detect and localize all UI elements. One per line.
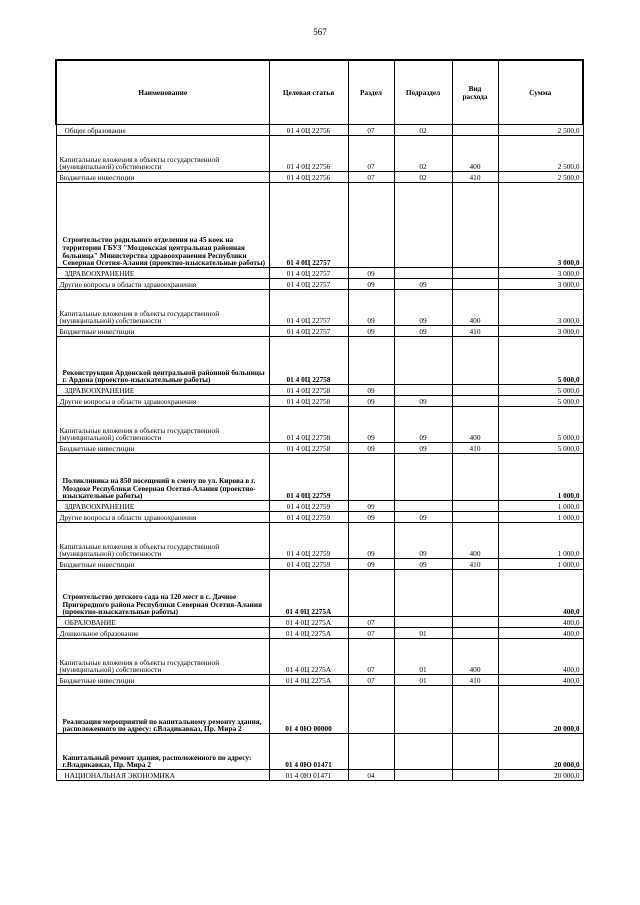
row-subsection: 01 xyxy=(394,675,452,686)
row-sum: 5 000,0 xyxy=(498,443,583,454)
row-section xyxy=(348,734,394,770)
row-expense-type: 400 xyxy=(452,523,498,559)
row-sum: 1 000,0 xyxy=(498,512,583,523)
row-subsection: 09 xyxy=(394,559,452,570)
row-name: Бюджетные инвестиции xyxy=(56,326,269,337)
table-row xyxy=(56,443,583,454)
row-expense-type: 400 xyxy=(452,639,498,675)
row-target-article: 01 4 0Ю 00000 xyxy=(269,686,348,734)
row-subsection xyxy=(394,183,452,268)
row-expense-type xyxy=(452,512,498,523)
row-target-article: 01 4 0Ц 2275А xyxy=(269,617,348,628)
row-expense-type xyxy=(452,628,498,639)
row-expense-type xyxy=(452,617,498,628)
table-row xyxy=(56,396,583,407)
table-row xyxy=(56,770,583,781)
row-target-article: 01 4 0Ц 22756 xyxy=(269,136,348,172)
row-subsection xyxy=(394,501,452,512)
row-sum: 5 000,0 xyxy=(498,407,583,443)
table-header xyxy=(56,60,583,125)
row-target-article: 01 4 0Ц 22756 xyxy=(269,125,348,136)
row-name: Общее образование xyxy=(56,125,269,136)
table-row xyxy=(56,675,583,686)
row-section: 09 xyxy=(348,268,394,279)
row-expense-type xyxy=(452,396,498,407)
row-sum: 1 000,0 xyxy=(498,501,583,512)
row-sum: 3 000,0 xyxy=(498,326,583,337)
row-subsection xyxy=(394,770,452,781)
table-row xyxy=(56,734,583,770)
row-expense-type: 410 xyxy=(452,172,498,183)
row-name: Капитальные вложения в объекты государственной (муниципальной) собственности xyxy=(56,523,269,559)
row-sum: 400,0 xyxy=(498,628,583,639)
row-sum: 3 000,0 xyxy=(498,290,583,326)
row-name: Капитальные вложения в объекты государственной (муниципальной) собственности xyxy=(56,136,269,172)
row-section xyxy=(348,454,394,501)
row-subsection xyxy=(394,734,452,770)
row-sum: 400,0 xyxy=(498,639,583,675)
row-expense-type xyxy=(452,501,498,512)
row-target-article: 01 4 0Ц 2275А xyxy=(269,675,348,686)
row-subsection: 02 xyxy=(394,125,452,136)
row-expense-type xyxy=(452,770,498,781)
row-section: 09 xyxy=(348,559,394,570)
row-section: 09 xyxy=(348,443,394,454)
row-sum: 5 000,0 xyxy=(498,337,583,385)
row-target-article: 01 4 0Ц 22759 xyxy=(269,559,348,570)
row-sum: 20 000,0 xyxy=(498,686,583,734)
table-row xyxy=(56,136,583,172)
row-section: 09 xyxy=(348,407,394,443)
row-section: 09 xyxy=(348,512,394,523)
row-expense-type: 400 xyxy=(452,136,498,172)
row-section xyxy=(348,686,394,734)
header-target-article: Целевая статья xyxy=(269,60,348,125)
row-expense-type xyxy=(452,734,498,770)
row-expense-type xyxy=(452,454,498,501)
row-name: Другие вопросы в области здравоохранения xyxy=(56,396,269,407)
row-sum: 1 000,0 xyxy=(498,523,583,559)
budget-table xyxy=(55,59,584,781)
row-name: Капитальные вложения в объекты государственной (муниципальной) собственности xyxy=(56,407,269,443)
row-subsection: 02 xyxy=(394,136,452,172)
row-name: Реализация мероприятий по капитальному ремонту здания, расположенного по адресу: г.Владикавказ, Пр. Мира 2 xyxy=(56,686,269,734)
row-subsection xyxy=(394,570,452,617)
row-target-article: 01 4 0Ц 22757 xyxy=(269,279,348,290)
row-sum: 2 500,0 xyxy=(498,136,583,172)
row-name: Бюджетные инвестиции xyxy=(56,443,269,454)
row-subsection xyxy=(394,617,452,628)
row-expense-type xyxy=(452,686,498,734)
row-subsection: 01 xyxy=(394,639,452,675)
row-target-article: 01 4 0Ц 22757 xyxy=(269,268,348,279)
header-section: Раздел xyxy=(348,60,394,125)
row-sum: 1 000,0 xyxy=(498,454,583,501)
page-number: 567 xyxy=(313,27,327,37)
row-target-article: 01 4 0Ц 22758 xyxy=(269,337,348,385)
row-sum: 400,0 xyxy=(498,675,583,686)
row-target-article: 01 4 0Ц 2275А xyxy=(269,628,348,639)
row-name: Строительство детского сада на 120 мест в с. Дачное Пригородного района Республики Северная Осетия-Алания (проектно-изыскательные работы) xyxy=(56,570,269,617)
row-sum: 3 000,0 xyxy=(498,279,583,290)
row-name: ЗДРАВООХРАНЕНИЕ xyxy=(56,501,269,512)
row-section: 07 xyxy=(348,639,394,675)
table-row xyxy=(56,617,583,628)
row-sum: 2 500,0 xyxy=(498,172,583,183)
row-name: ОБРАЗОВАНИЕ xyxy=(56,617,269,628)
row-expense-type xyxy=(452,385,498,396)
row-subsection: 09 xyxy=(394,396,452,407)
row-subsection xyxy=(394,385,452,396)
row-sum: 20 000,0 xyxy=(498,770,583,781)
table-row xyxy=(56,326,583,337)
row-section xyxy=(348,337,394,385)
row-target-article: 01 4 0Ц 2275А xyxy=(269,639,348,675)
table-row xyxy=(56,183,583,268)
table-row xyxy=(56,639,583,675)
row-sum: 400,0 xyxy=(498,617,583,628)
row-subsection: 09 xyxy=(394,279,452,290)
row-subsection xyxy=(394,454,452,501)
table-row xyxy=(56,172,583,183)
row-expense-type xyxy=(452,125,498,136)
row-subsection xyxy=(394,337,452,385)
table-row xyxy=(56,559,583,570)
row-expense-type xyxy=(452,570,498,617)
row-name: Капитальные вложения в объекты государственной (муниципальной) собственности xyxy=(56,290,269,326)
header-name: Наименование xyxy=(56,60,269,125)
row-section: 04 xyxy=(348,770,394,781)
row-subsection xyxy=(394,686,452,734)
row-name: Капитальный ремонт здания, расположенного по адресу: г.Владикавказ, Пр. Мира 2 xyxy=(56,734,269,770)
row-section: 09 xyxy=(348,396,394,407)
row-sum: 5 000,0 xyxy=(498,385,583,396)
table-row xyxy=(56,279,583,290)
row-expense-type xyxy=(452,337,498,385)
row-target-article: 01 4 0Ц 22759 xyxy=(269,501,348,512)
row-section: 07 xyxy=(348,617,394,628)
table-row xyxy=(56,501,583,512)
row-name: Капитальные вложения в объекты государственной (муниципальной) собственности xyxy=(56,639,269,675)
row-name: Реконструкция Ардонской центральной районной больницы г. Ардона (проектно-изыскательные работы) xyxy=(56,337,269,385)
row-subsection: 09 xyxy=(394,407,452,443)
row-name: ЗДРАВООХРАНЕНИЕ xyxy=(56,385,269,396)
table-row xyxy=(56,268,583,279)
row-section: 09 xyxy=(348,326,394,337)
row-subsection xyxy=(394,268,452,279)
header-expense-type: Вид расхода xyxy=(452,60,498,125)
table-row xyxy=(56,290,583,326)
row-expense-type xyxy=(452,183,498,268)
row-target-article: 01 4 0Ц 22757 xyxy=(269,326,348,337)
row-section: 07 xyxy=(348,125,394,136)
row-expense-type: 410 xyxy=(452,326,498,337)
row-name: Поликлиника на 850 посещений в смену по ул. Кирова в г. Моздоке Республики Северная Осетия-Алания (проектно-изыскательные работы) xyxy=(56,454,269,501)
row-target-article: 01 4 0Ц 2275А xyxy=(269,570,348,617)
row-name: ЗДРАВООХРАНЕНИЕ xyxy=(56,268,269,279)
row-section: 09 xyxy=(348,290,394,326)
row-section xyxy=(348,570,394,617)
row-sum: 5 000,0 xyxy=(498,396,583,407)
row-section xyxy=(348,183,394,268)
row-target-article: 01 4 0Ю 01471 xyxy=(269,770,348,781)
header-subsection: Подраздел xyxy=(394,60,452,125)
row-name: Бюджетные инвестиции xyxy=(56,172,269,183)
row-subsection: 09 xyxy=(394,512,452,523)
row-subsection: 09 xyxy=(394,523,452,559)
table-row xyxy=(56,628,583,639)
row-name: Дошкольное образование xyxy=(56,628,269,639)
row-expense-type: 410 xyxy=(452,559,498,570)
row-sum: 20 000,0 xyxy=(498,734,583,770)
row-subsection: 09 xyxy=(394,326,452,337)
table-row xyxy=(56,570,583,617)
row-name: Бюджетные инвестиции xyxy=(56,675,269,686)
row-section: 07 xyxy=(348,628,394,639)
row-expense-type: 410 xyxy=(452,675,498,686)
table-body xyxy=(56,125,583,781)
row-section: 09 xyxy=(348,523,394,559)
row-target-article: 01 4 0Ц 22757 xyxy=(269,290,348,326)
row-subsection: 02 xyxy=(394,172,452,183)
row-sum: 3 000,0 xyxy=(498,183,583,268)
row-sum: 3 000,0 xyxy=(498,268,583,279)
row-name: Строительство родильного отделения на 45 коек на территории ГБУЗ "Моздокская центральная районная больница" Министерства здравоохранения Республики Северная Осетия-Алания (проектно-изыскательные работы) xyxy=(56,183,269,268)
row-target-article: 01 4 0Ц 22757 xyxy=(269,183,348,268)
row-sum: 400,0 xyxy=(498,570,583,617)
table-row xyxy=(56,385,583,396)
row-target-article: 01 4 0Ц 22756 xyxy=(269,172,348,183)
row-target-article: 01 4 0Ц 22759 xyxy=(269,523,348,559)
row-section: 09 xyxy=(348,385,394,396)
row-section: 07 xyxy=(348,675,394,686)
row-target-article: 01 4 0Ю 01471 xyxy=(269,734,348,770)
row-sum: 2 500,0 xyxy=(498,125,583,136)
row-name: Другие вопросы в области здравоохранения xyxy=(56,279,269,290)
row-name: НАЦИОНАЛЬНАЯ ЭКОНОМИКА xyxy=(56,770,269,781)
row-expense-type xyxy=(452,279,498,290)
header-sum: Сумма xyxy=(498,60,583,125)
row-section: 07 xyxy=(348,136,394,172)
table-row xyxy=(56,512,583,523)
row-target-article: 01 4 0Ц 22758 xyxy=(269,385,348,396)
table-row xyxy=(56,407,583,443)
row-expense-type: 400 xyxy=(452,407,498,443)
row-expense-type: 400 xyxy=(452,290,498,326)
table-row xyxy=(56,454,583,501)
row-target-article: 01 4 0Ц 22759 xyxy=(269,454,348,501)
row-section: 09 xyxy=(348,501,394,512)
row-section: 09 xyxy=(348,279,394,290)
row-target-article: 01 4 0Ц 22758 xyxy=(269,396,348,407)
row-target-article: 01 4 0Ц 22758 xyxy=(269,407,348,443)
table-row xyxy=(56,125,583,136)
row-subsection: 01 xyxy=(394,628,452,639)
row-subsection: 09 xyxy=(394,443,452,454)
row-name: Другие вопросы в области здравоохранения xyxy=(56,512,269,523)
row-subsection: 09 xyxy=(394,290,452,326)
table-row xyxy=(56,523,583,559)
row-target-article: 01 4 0Ц 22759 xyxy=(269,512,348,523)
row-name: Бюджетные инвестиции xyxy=(56,559,269,570)
row-expense-type: 410 xyxy=(452,443,498,454)
table-row xyxy=(56,337,583,385)
row-sum: 1 000,0 xyxy=(498,559,583,570)
row-expense-type xyxy=(452,268,498,279)
row-section: 07 xyxy=(348,172,394,183)
row-target-article: 01 4 0Ц 22758 xyxy=(269,443,348,454)
table-row xyxy=(56,686,583,734)
